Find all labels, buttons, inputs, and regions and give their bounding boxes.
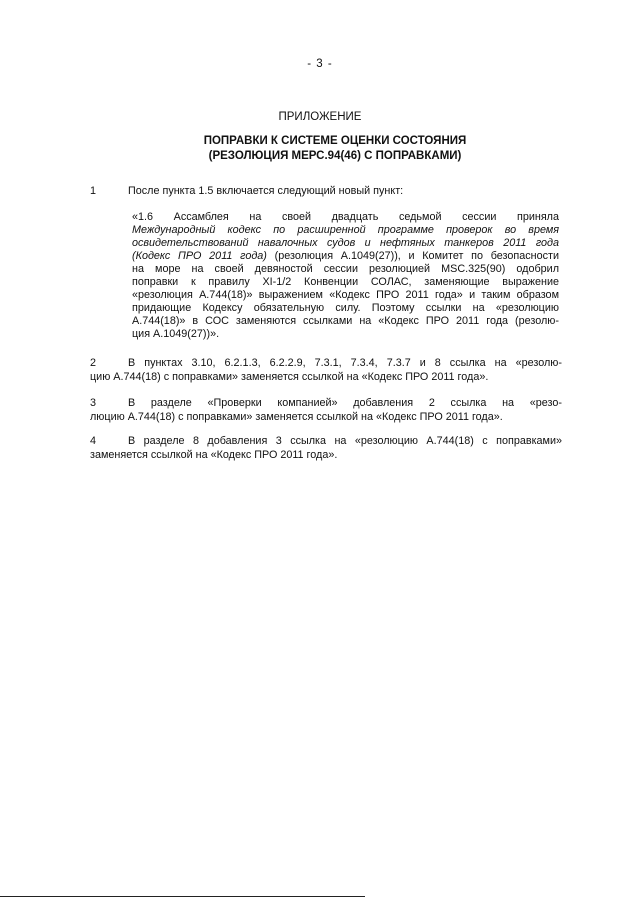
document-heading [90, 134, 580, 164]
footer-rule [0, 896, 365, 897]
paragraph-line: люцию А.744(18) с поправками» заменяется ссылкой на «Кодекс ПРО 2011 года». [90, 411, 503, 423]
paragraph-2 [90, 356, 562, 384]
page-number: - 3 - [307, 58, 333, 70]
heading-line-2: (РЕЗОЛЮЦИЯ МЕРС.94(46) С ПОПРАВКАМИ) [208, 150, 462, 162]
paragraph-number: 2 [90, 357, 97, 369]
paragraph-line [90, 434, 562, 448]
paragraph-text: В разделе 8 добавления 3 ссылка на «резолюцию А.744(18) с поправками» [128, 435, 562, 447]
paragraph-line: цию А.744(18) с поправками» заменяется ссылкой на «Кодекс ПРО 2011 года». [90, 371, 489, 383]
paragraph-1 [90, 184, 562, 198]
heading-line-1: ПОПРАВКИ К СИСТЕМЕ ОЦЕНКИ СОСТОЯНИЯ [203, 135, 467, 147]
quote-line: ция А.1049(27))». [132, 328, 220, 340]
paragraph-line [90, 396, 562, 410]
quote-line [132, 250, 559, 263]
code-title-italic: освидетельствований навалочных судов и нефтяных танкеров 2011 года [132, 237, 559, 249]
paragraph-text: После пункта 1.5 включается следующий новый пункт: [128, 185, 404, 197]
quote-line: поправки к правилу XI-1/2 Конвенции СОЛАС, заменяющие выражение [132, 276, 559, 288]
quote-line [132, 224, 559, 237]
code-title-italic: Международный кодекс по расширенной программе проверок во время [132, 224, 559, 236]
quote-line: А.744(18)» в СОС заменяются ссылками на «Кодекс ПРО 2011 года (резолю- [132, 315, 559, 327]
quote-line: «резолюция А.744(18)» выражением «Кодекс ПРО 2011 года» и таким образом [132, 289, 559, 301]
annex-title: ПРИЛОЖЕНИЕ [278, 111, 362, 123]
quote-text: (резолюция А.1049(27)), и Комитет по безопасности [266, 250, 559, 262]
paragraph-3 [90, 396, 562, 424]
paragraph-4 [90, 434, 562, 462]
paragraph-number: 1 [90, 185, 97, 197]
quote-line [132, 237, 559, 250]
code-short-title-italic: (Кодекс ПРО 2011 года) [132, 250, 267, 262]
paragraph-line: заменяется ссылкой на «Кодекс ПРО 2011 года». [90, 449, 338, 461]
quote-line: придающие Кодексу обязательную силу. Поэтому ссылки на «резолюцию [132, 302, 559, 314]
paragraph-number: 3 [90, 397, 97, 409]
paragraph-number: 4 [90, 435, 97, 447]
paragraph-text: В пунктах 3.10, 6.2.1.3, 6.2.2.9, 7.3.1, 7.3.4, 7.3.7 и 8 ссылка на «резолю- [128, 357, 562, 369]
quote-line: «1.6 Ассамблея на своей двадцать седьмой сессии приняла [132, 211, 559, 223]
quoted-new-paragraph [132, 211, 559, 341]
paragraph-line [90, 356, 562, 370]
paragraph-text: В разделе «Проверки компанией» добавления 2 ссылка на «резо- [128, 397, 562, 409]
quote-line: на море на своей девяностой сессии резолюцией MSC.325(90) одобрил [132, 263, 559, 275]
